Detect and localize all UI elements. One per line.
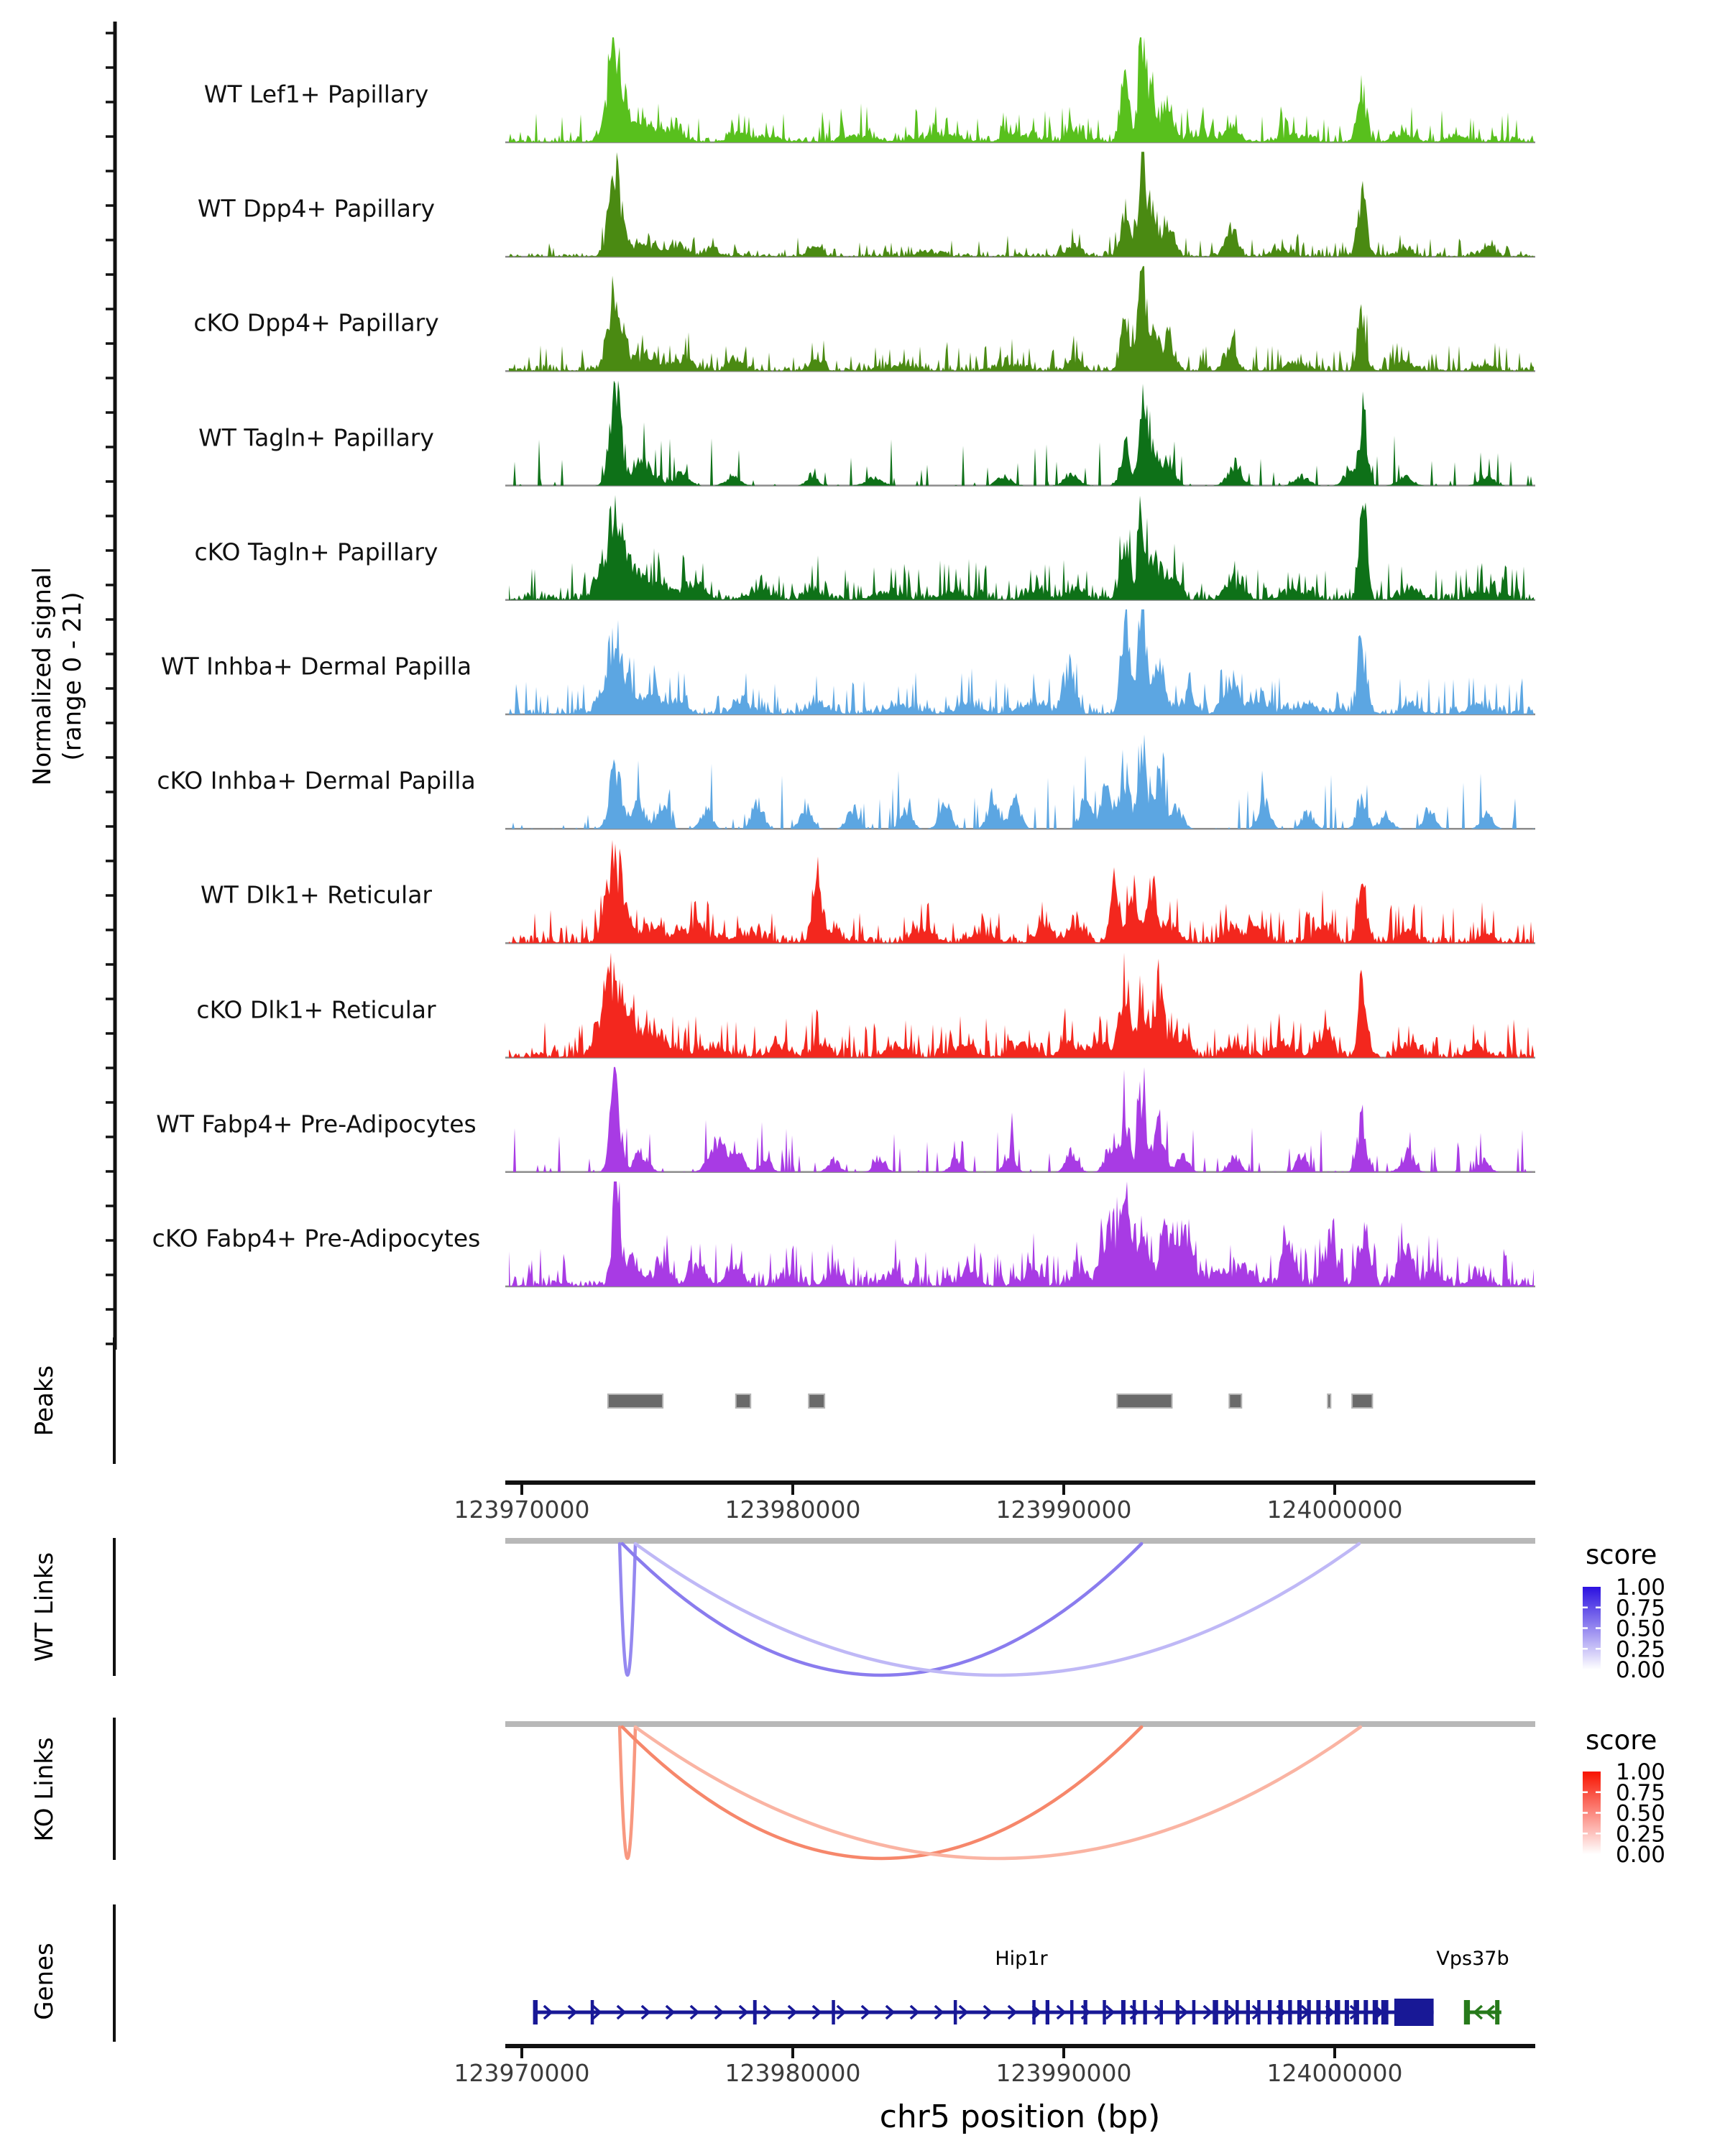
link-arc [635,1544,1359,1675]
track-label: WT Tagln+ Papillary [198,423,434,452]
y-axis-label [27,567,88,786]
signal-track [505,266,1535,371]
peak-interval [1328,1394,1330,1408]
gene-exon [1236,2000,1239,2024]
genome-axis-tick-label: 124000000 [1266,2059,1403,2087]
gene-exon [1070,2000,1074,2024]
gene-exon [1279,2000,1283,2024]
signal-area [509,152,1534,257]
score-tick-label: 0.75 [1616,1779,1666,1806]
gene-exon [1353,2000,1359,2024]
section-label-wt-links: WT Links [30,1552,59,1662]
score-tick-label: 1.00 [1616,1759,1666,1785]
track-label: WT Lef1+ Papillary [203,80,429,109]
wt-links-track [114,1538,1535,1676]
score-tick-label: 1.00 [1616,1575,1666,1600]
genes-track [114,1904,1501,2042]
gene-exon [1192,2000,1196,2024]
gene-exon [1316,2000,1320,2024]
signal-track [505,840,1535,944]
signal-track [505,953,1535,1058]
score-tick-label: 0.75 [1616,1595,1666,1621]
peak-interval [1352,1394,1372,1408]
ko-score-colorbar [1583,1759,1665,1868]
gene-exon [1213,2000,1218,2024]
peaks-track [114,1337,1372,1464]
genome-axis-tick-label: 124000000 [1266,1496,1403,1524]
gene-exon [1032,2000,1036,2024]
section-label-peaks: Peaks [30,1365,59,1437]
genome-axis-tick-label: 123990000 [995,1496,1132,1524]
genome-axis-tick-label: 123980000 [724,1496,861,1524]
signal-area [509,37,1534,142]
link-arc [622,1727,1141,1858]
gene-exon [1176,2000,1179,2024]
gene-exon [1160,2000,1164,2024]
gene-exon [1046,2000,1049,2024]
signal-track [505,381,1535,486]
signal-track [505,734,1535,829]
x-axis-title: chr5 position (bp) [879,2099,1161,2135]
signal-area [509,266,1534,371]
gene-exon [1335,2000,1340,2024]
track-label: cKO Tagln+ Papillary [194,538,438,566]
ko-score-legend-title: score [1586,1725,1657,1756]
gene-exon [1363,2000,1368,2024]
gene-exon [954,2000,957,2024]
track-label: cKO Fabp4+ Pre-Adipocytes [152,1224,481,1253]
peak-interval [809,1394,824,1408]
track-label: cKO Inhba+ Dermal Papilla [157,766,476,795]
gene-exon [1257,2000,1261,2024]
track-label: WT Fabp4+ Pre-Adipocytes [156,1110,477,1138]
gene-exon [533,2000,538,2024]
signal-area [509,495,1534,600]
track-label: WT Dpp4+ Papillary [197,194,436,223]
signal-track [505,37,1535,142]
gene-exon [1144,2000,1147,2024]
peak-interval [1229,1394,1241,1408]
signal-area [509,1067,1534,1172]
gene-exon [1373,2000,1379,2024]
gene-exon [591,2000,594,2024]
gene-exon [753,2000,757,2024]
gene-vps37b [1464,2000,1501,2024]
score-tick-label: 0.00 [1616,1657,1666,1683]
signal-track [505,1067,1535,1172]
gene-exon [1133,2000,1136,2024]
gene-exon [1225,2000,1228,2024]
gene-exon [1345,2000,1349,2024]
signal-y-axis [106,22,115,1350]
genome-axis-tick-label: 123990000 [995,2059,1132,2087]
signal-track [505,1181,1535,1286]
track-label: cKO Dpp4+ Papillary [193,308,439,337]
genome-axis-tick-label: 123970000 [454,1496,590,1524]
genome-axis-tick-label: 123980000 [724,2059,861,2087]
gene-exon [1381,2000,1389,2024]
gene-exon [1246,2000,1250,2024]
signal-track [505,609,1535,714]
wt-score-legend-title: score [1586,1539,1657,1570]
gene-label-hip1r: Hip1r [995,1948,1048,1970]
gene-exon [1103,2000,1106,2024]
peak-interval [1117,1394,1172,1408]
gene-exon [1297,2000,1302,2024]
signal-area [509,609,1534,714]
ko-links-track [114,1718,1535,1860]
score-tick-label: 0.00 [1616,1842,1666,1868]
signal-area [509,381,1534,486]
gene-exon [832,2000,835,2024]
genome-axis-top [454,1483,1535,1524]
link-arc [622,1544,1141,1675]
score-tick-label: 0.25 [1616,1821,1666,1848]
genome-axis-tick-label: 123970000 [454,2059,590,2087]
gene-exon [1121,2000,1126,2024]
score-tick-label: 0.50 [1616,1616,1666,1642]
score-tick-label: 0.25 [1616,1636,1666,1663]
link-arc [620,1727,635,1858]
signal-track [505,495,1535,600]
wt-score-colorbar [1583,1575,1665,1683]
signal-area [509,953,1534,1058]
gene-exon [1288,2000,1292,2024]
track-label: WT Inhba+ Dermal Papilla [160,652,472,681]
gene-exon [1464,2000,1470,2024]
gene-exon [1084,2000,1087,2024]
gene-exon [1307,2000,1311,2024]
y-axis-label-line2: (range 0 - 21) [58,591,87,761]
track-label: cKO Dlk1+ Reticular [196,995,436,1024]
section-label-genes: Genes [30,1943,59,2020]
track-label: WT Dlk1+ Reticular [201,880,432,909]
genome-axis-bottom [454,2046,1535,2087]
gene-hip1r [533,1999,1434,2026]
score-tick-label: 0.50 [1616,1800,1666,1827]
signal-area [509,734,1534,829]
section-label-ko-links: KO Links [30,1737,59,1842]
y-axis-label-line1: Normalized signal [28,566,57,786]
signal-track [505,152,1535,257]
link-arc [620,1544,635,1675]
gene-label-vps37b: Vps37b [1436,1948,1509,1970]
peak-interval [608,1394,663,1408]
gene-exon [1495,2000,1499,2024]
link-arc [635,1727,1361,1858]
signal-area [509,1181,1534,1286]
gene-terminal-block [1394,1999,1434,2026]
peak-interval [736,1394,750,1408]
gene-exon [1326,2000,1330,2024]
signal-area [509,840,1534,944]
gene-exon [1268,2000,1271,2024]
